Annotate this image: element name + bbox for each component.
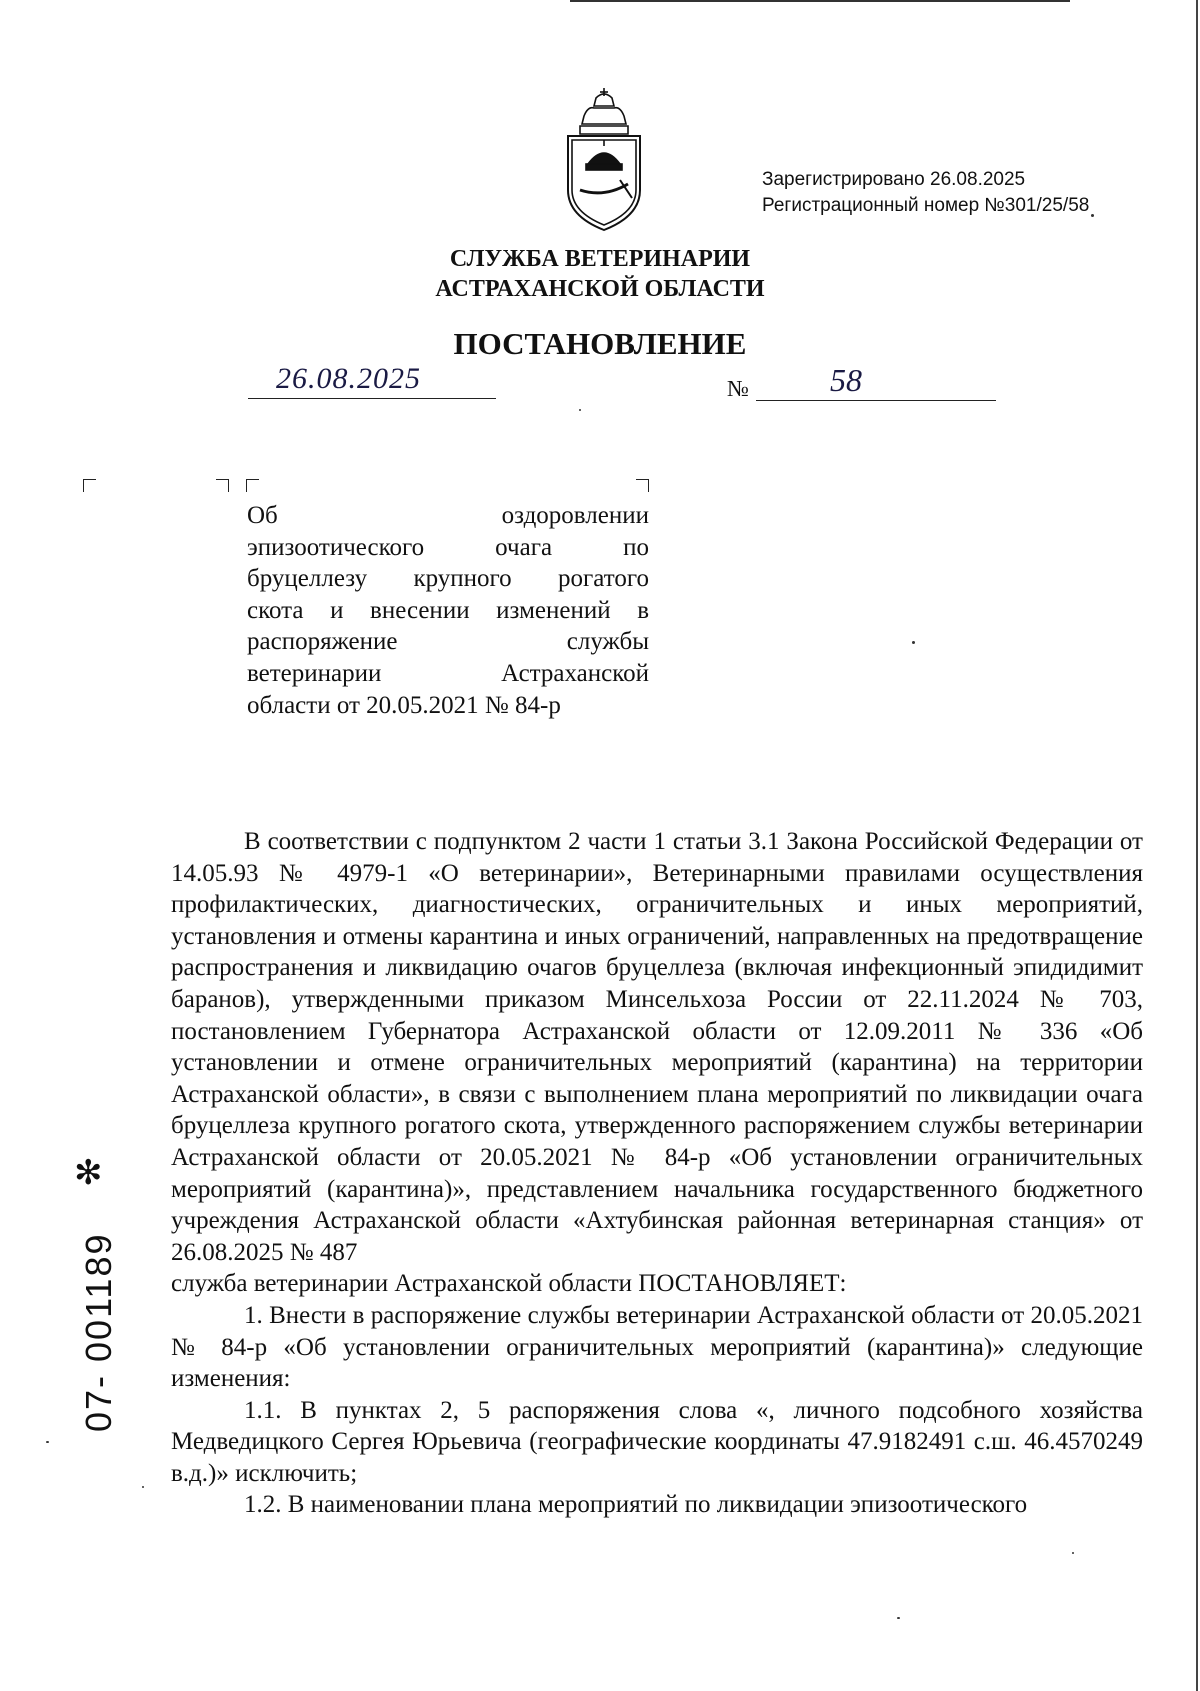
organization-name <box>300 244 900 304</box>
registration-number: Регистрационный номер №301/25/58 <box>762 195 1090 216</box>
item-paragraph: 1.1. В пунктах 2, 5 распоряжения слова «, личного подсобного хозяйства Медведицкого Сергея Юрьевича (географические координаты 47.9182491 с.ш. 46.4570249 в.д.)» исключить; <box>171 1396 1143 1487</box>
scan-speck <box>1072 1552 1074 1554</box>
subject-line: Об оздоровлении <box>247 502 649 529</box>
scan-speck <box>897 1617 900 1619</box>
organization-line-1: СЛУЖБА ВЕТЕРИНАРИИ <box>449 246 751 272</box>
signing-date-handwritten: 26.08.2025 <box>276 362 421 395</box>
document-body <box>171 826 1143 1521</box>
scan-speck <box>1091 214 1094 217</box>
item-paragraph: 1. Внести в распоряжение службы ветеринарии Астраханской области от 20.05.2021 № 84-р «Об установлении ограничительных мероприятий (карантина)» следующие изменения: <box>171 1301 1143 1393</box>
subject-line: распоряжение службы <box>247 628 649 656</box>
corner-mark-top-left <box>246 479 259 492</box>
margin-registration-number: 07- 001189 <box>78 1232 119 1432</box>
organization-line-2: АСТРАХАНСКОЙ ОБЛАСТИ <box>435 276 765 302</box>
document-number-handwritten: 58 <box>830 362 862 398</box>
corner-mark-top-left <box>83 479 96 492</box>
document-subject <box>247 500 649 721</box>
subject-line: ветеринарии Астраханской <box>247 659 649 687</box>
coat-of-arms-icon <box>562 86 646 236</box>
subject-line: эпизоотического очага по <box>247 533 649 561</box>
subject-line: области от 20.05.2021 № 84-р <box>247 691 561 719</box>
subject-line: бруцеллезу крупного рогатого <box>247 565 649 593</box>
registration-stamp <box>762 167 1089 219</box>
scan-speck <box>912 641 915 644</box>
scan-speck <box>46 1441 49 1443</box>
corner-mark-top-right <box>636 479 649 492</box>
preamble-paragraph: В соответствии с подпунктом 2 части 1 статьи 3.1 Закона Российской Федерации от 14.05.93 № 4979-1 «О ветеринарии», Ветеринарными правилами осуществления профилактических, диагностических, ограничительных и иных мероприятий, установления и отмены карантина и иных ограничений, направленных на предотвращение распространения и ликвидацию очагов бруцеллеза (включая инфекционный эпидидимит баранов), утвержденными приказом Минсельхоза России от 22.11.2024 № 703, постановлением Губернатора Астраханской области от 12.09.2011 № 336 «Об установлении и отмене ограничительных мероприятий (карантина) на территории Астраханской области», в связи с выполнением плана мероприятий по ликвидации очага бруцеллеза крупного рогатого скота, утвержденного распоряжением службы ветеринарии Астраханской области от 20.05.2021 № 84-р «Об установлении ограничительных мероприятий (карантина)», представлением начальника государственного бюджетного учреждения Астраханской области «Ахтубинская районная ветеринарная станция» от 26.08.2025 № 487 <box>171 828 1143 1266</box>
item-paragraph: 1.2. В наименовании плана мероприятий по ликвидации эпизоотического <box>244 1491 1028 1519</box>
asterisk-mark: ✻ <box>74 1155 103 1192</box>
resolution-line: служба ветеринарии Астраханской области ПОСТАНОВЛЯЕТ: <box>171 1270 847 1298</box>
document-type-heading: ПОСТАНОВЛЕНИЕ <box>453 326 747 361</box>
subject-line: скота и внесении изменений в <box>247 596 649 624</box>
page-edge-line <box>1196 0 1198 1691</box>
top-border-line <box>570 0 1070 2</box>
number-sign: № <box>727 376 749 401</box>
registration-date: Зарегистрировано 26.08.2025 <box>762 169 1026 190</box>
number-underline <box>756 400 996 401</box>
date-underline <box>248 398 496 399</box>
corner-mark-top-right <box>216 479 229 492</box>
scan-speck <box>142 1486 144 1488</box>
scan-speck <box>579 409 581 411</box>
